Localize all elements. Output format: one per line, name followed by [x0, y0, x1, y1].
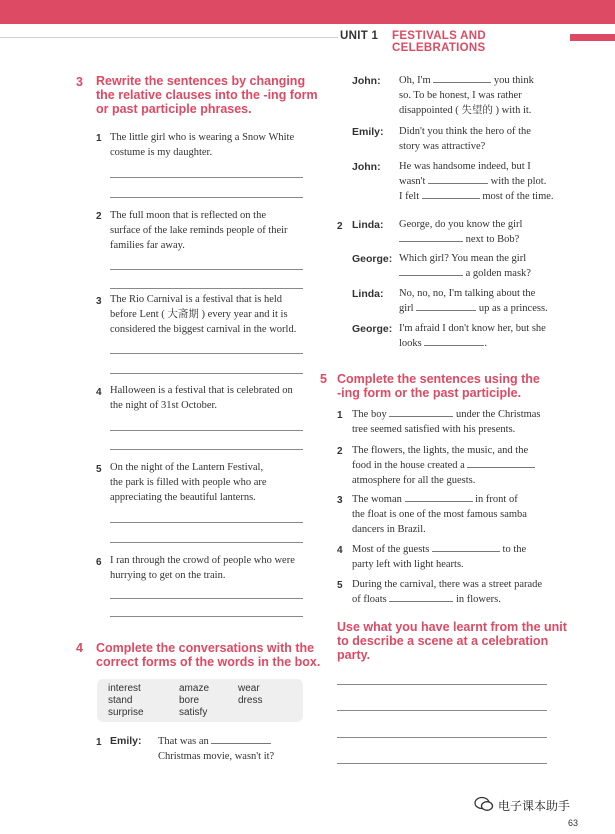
list-item: [110, 292, 310, 337]
item-number: 6: [96, 557, 102, 568]
list-item: [110, 460, 310, 505]
list-item: [352, 443, 557, 488]
answer-line[interactable]: [110, 598, 303, 599]
section-6-title: [337, 620, 567, 662]
section-3-title-line: the relative clauses into the -ing form: [96, 88, 318, 102]
item-text: The woman: [352, 494, 402, 505]
dialog-text: girl: [399, 303, 414, 314]
item-line: appreciating the beautiful lanterns.: [110, 492, 256, 503]
dialog-text: disappointed ( 失望的 ) with it.: [399, 105, 532, 116]
blank-field[interactable]: [467, 458, 535, 468]
word-box-item: surprise: [108, 707, 144, 718]
answer-line[interactable]: [337, 763, 547, 764]
dialog-text: story was attractive?: [399, 141, 486, 152]
blank-field[interactable]: [424, 336, 484, 346]
item-text: The flowers, the lights, the music, and the: [352, 445, 529, 456]
item-text: Most of the guests: [352, 544, 430, 555]
speaker-label: John:: [352, 75, 381, 87]
word-box-item: amaze: [179, 683, 210, 694]
section-6-title-line: to describe a scene at a celebration: [337, 634, 549, 648]
section-4-title-line: correct forms of the words in the box.: [96, 655, 321, 669]
section-3-title-line: Rewrite the sentences by changing: [96, 74, 306, 88]
item-text: of floats: [352, 594, 387, 605]
speaker-label: Linda:: [352, 288, 384, 300]
dialog-text: I felt: [399, 191, 420, 202]
item-line: considered the biggest carnival in the world.: [110, 324, 297, 335]
blank-field[interactable]: [433, 73, 491, 83]
dialog-line: [158, 734, 308, 764]
item-line: costume is my daughter.: [110, 147, 213, 158]
item-number: 4: [337, 545, 343, 556]
word-box-item: wear: [238, 683, 260, 694]
section-6-title-line: party.: [337, 648, 371, 662]
item-text: dancers in Brazil.: [352, 524, 426, 535]
running-header: [300, 30, 580, 54]
blank-field[interactable]: [416, 301, 476, 311]
speaker-label: Linda:: [352, 219, 384, 231]
unit-label: UNIT 1: [340, 30, 379, 42]
dialog-text: Didn't you think the hero of the: [399, 126, 531, 137]
item-line: On the night of the Lantern Festival,: [110, 462, 264, 473]
item-line: Halloween is a festival that is celebrated on: [110, 385, 293, 396]
watermark-text: 电子课本助手: [498, 799, 571, 813]
list-item: [352, 407, 552, 437]
answer-line[interactable]: [110, 373, 303, 374]
section-3-title: [96, 74, 318, 116]
section-5-title-line: -ing form or the past participle.: [337, 386, 522, 400]
section-3-number: 3: [76, 75, 83, 89]
dialog-text: looks: [399, 338, 422, 349]
dialog-text: next to Bob?: [465, 234, 520, 245]
blank-field[interactable]: [405, 492, 473, 502]
section-4-number: 4: [76, 641, 83, 655]
dialog-text: so. To be honest, I was rather: [399, 90, 522, 101]
dialog-text: That was an: [158, 736, 209, 747]
section-3-title-line: or past participle phrases.: [96, 102, 252, 116]
speaker-label: John:: [352, 161, 381, 173]
item-line: The little girl who is wearing a Snow White: [110, 132, 295, 143]
dialog-line: [399, 251, 549, 281]
item-text: The boy: [352, 409, 387, 420]
list-item: [110, 553, 310, 583]
item-line: The Rio Carnival is a festival that is held: [110, 294, 283, 305]
section-5-number: 5: [320, 372, 327, 386]
section-6-title-line: Use what you have learnt from the unit: [337, 620, 567, 634]
answer-line[interactable]: [110, 269, 303, 270]
word-box-item: interest: [108, 683, 141, 694]
dialog-line: [399, 73, 549, 118]
dialog-line: [399, 124, 549, 154]
item-line: The full moon that is reflected on the: [110, 210, 266, 221]
item-number: 4: [96, 387, 102, 398]
dialog-text: He was handsome indeed, but I: [399, 161, 531, 172]
item-number: 3: [96, 296, 102, 307]
item-number: 1: [96, 133, 102, 144]
item-number: 3: [337, 495, 343, 506]
blank-field[interactable]: [422, 189, 480, 199]
answer-line[interactable]: [110, 430, 303, 431]
item-line: hurrying to get on the train.: [110, 570, 226, 581]
dialog-text: you think: [493, 75, 534, 86]
dialog-line: [399, 286, 549, 316]
section-4-title: [96, 641, 320, 669]
header-rule: [0, 37, 338, 38]
word-box-item: bore: [179, 695, 200, 706]
section-4-title-line: Complete the conversations with the: [96, 641, 315, 655]
item-text: party left with light hearts.: [352, 559, 464, 570]
list-item: [352, 492, 557, 537]
item-number: 1: [337, 410, 343, 421]
dialog-text: Oh, I'm: [399, 75, 431, 86]
item-text: the float is one of the most famous samba: [352, 509, 527, 520]
item-text: food in the house created a: [352, 460, 465, 471]
answer-line[interactable]: [337, 737, 547, 738]
item-text: atmosphere for all the guests.: [352, 475, 476, 486]
item-line: I ran through the crowd of people who were: [110, 555, 295, 566]
answer-line[interactable]: [110, 353, 303, 354]
answer-line[interactable]: [337, 710, 547, 711]
list-item: [352, 577, 562, 607]
section-5-title: [337, 372, 540, 400]
item-line: the park is filled with people who are: [110, 477, 267, 488]
item-number: 5: [337, 580, 343, 591]
item-text: under the Christmas: [455, 409, 541, 420]
dialog-text: George, do you know the girl: [399, 219, 523, 230]
item-text: During the carnival, there was a street parade: [352, 579, 543, 590]
answer-line[interactable]: [110, 522, 303, 523]
speaker-label: George:: [352, 253, 393, 265]
item-line: surface of the lake reminds people of their: [110, 225, 288, 236]
word-box-item: dress: [238, 695, 263, 706]
dialog-text: Which girl? You mean the girl: [399, 253, 527, 264]
item-number: 1: [96, 737, 102, 748]
blank-field[interactable]: [389, 407, 453, 417]
item-line: families far away.: [110, 240, 185, 251]
answer-line[interactable]: [110, 288, 303, 289]
speaker-label: George:: [352, 323, 393, 335]
item-number: 2: [337, 221, 343, 232]
list-item: [110, 383, 310, 413]
blank-field[interactable]: [399, 266, 463, 276]
answer-line[interactable]: [337, 684, 547, 685]
item-text: in front of: [475, 494, 518, 505]
speaker-label: Emily:: [352, 126, 384, 138]
dialog-text: up as a princess.: [478, 303, 548, 314]
dialog-text: a golden mask?: [465, 268, 531, 279]
unit-title: FESTIVALS AND CELEBRATIONS: [392, 30, 486, 54]
item-text: tree seemed satisfied with his presents.: [352, 424, 516, 435]
blank-field[interactable]: [389, 592, 453, 602]
dialog-text: with the plot.: [490, 176, 547, 187]
page-number: 63: [568, 818, 579, 828]
dialog-text: wasn't: [399, 176, 426, 187]
dialog-line: [399, 159, 554, 204]
item-number: 5: [96, 464, 102, 475]
blank-field[interactable]: [399, 232, 463, 242]
item-text: to the: [502, 544, 527, 555]
dialog-line: [399, 321, 559, 351]
list-item: [352, 542, 557, 572]
answer-line[interactable]: [110, 542, 303, 543]
item-line: before Lent ( 大斋期 ) every year and it is: [110, 309, 288, 320]
dialog-line: [399, 217, 549, 247]
item-text: in flowers.: [455, 594, 501, 605]
item-number: 2: [96, 211, 102, 222]
answer-line[interactable]: [110, 197, 303, 198]
answer-line[interactable]: [110, 449, 303, 450]
answer-line[interactable]: [110, 616, 303, 617]
list-item: [110, 130, 310, 160]
speaker-label: Emily:: [110, 735, 142, 747]
word-box-item: satisfy: [179, 707, 208, 718]
answer-line[interactable]: [110, 177, 303, 178]
item-number: 2: [337, 446, 343, 457]
blank-field[interactable]: [432, 542, 500, 552]
dialog-text: .: [484, 338, 488, 349]
dialog-text: most of the time.: [482, 191, 554, 202]
list-item: [110, 208, 310, 253]
blank-field[interactable]: [428, 174, 488, 184]
word-box-item: stand: [108, 695, 133, 706]
dialog-text: I'm afraid I don't know her, but she: [399, 323, 546, 334]
section-5-title-line: Complete the sentences using the: [337, 372, 540, 386]
top-color-band: [0, 0, 615, 24]
blank-field[interactable]: [211, 734, 271, 744]
wechat-icon: [474, 796, 494, 812]
dialog-text: Christmas movie, wasn't it?: [158, 751, 275, 762]
dialog-text: No, no, no, I'm talking about the: [399, 288, 536, 299]
item-line: the night of 31st October.: [110, 400, 218, 411]
